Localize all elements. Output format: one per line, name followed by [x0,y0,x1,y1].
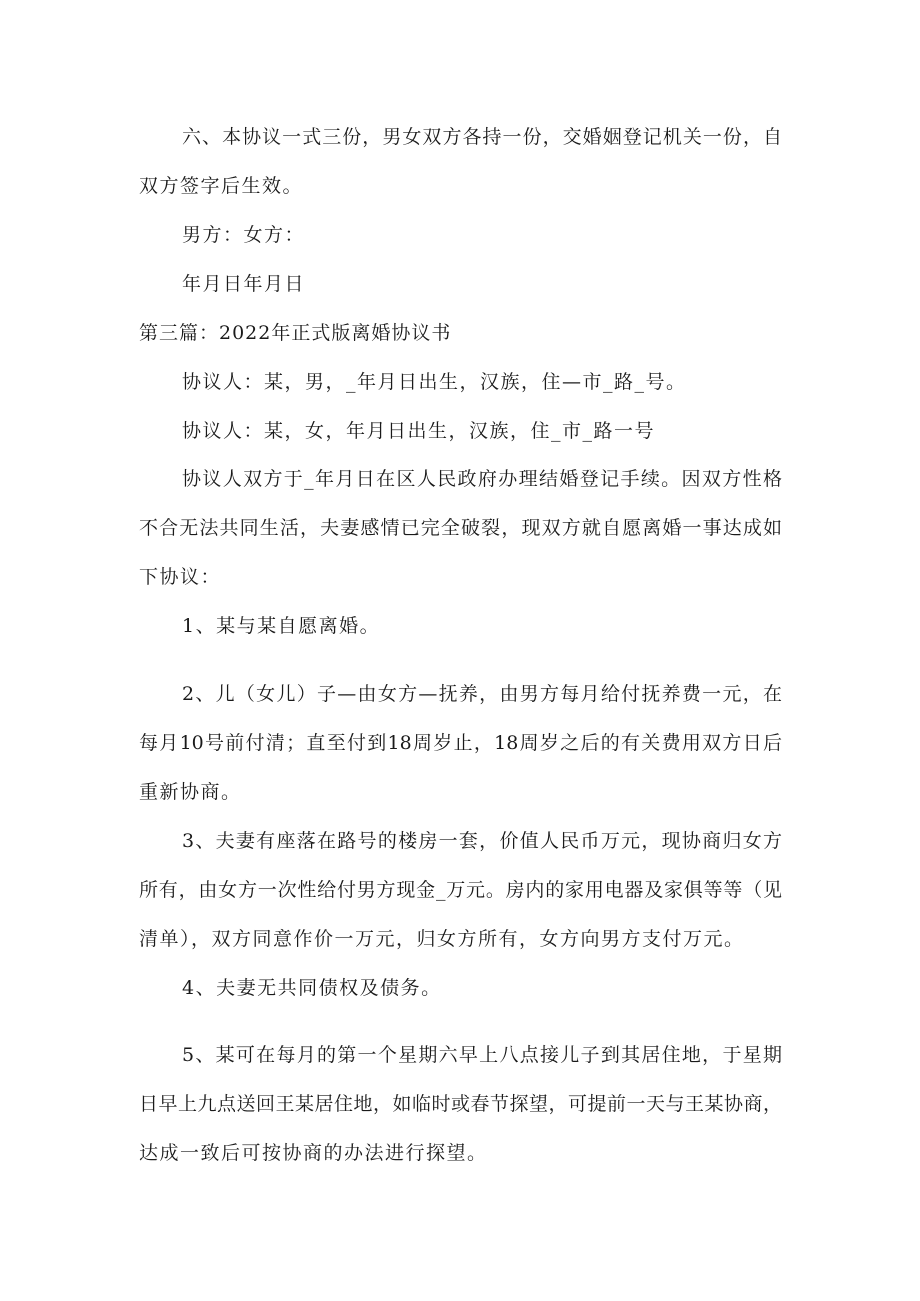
intro-line-1: 协议人双方于_年月日在区人民政府办理结婚登记手续。因双方性格 [182,468,782,490]
party-one: 协议人：某，男，_年月日出生，汉族，住—市_路_号。 [182,371,687,393]
item-three-line-3: 清单），双方同意作价一万元，归女方所有，女方向男方支付万元。 [139,928,745,950]
item-five-line-2: 日早上九点送回王某居住地，如临时或春节探望，可提前一天与王某协商， [139,1093,782,1115]
paragraph-six-line-2: 双方签字后生效。 [139,175,304,197]
item-one: 1、某与某自愿离婚。 [182,615,381,637]
intro-line-2: 不合无法共同生活，夫妻感情已完全破裂，现双方就自愿离婚一事达成如 [139,517,782,539]
paragraph-six-line-1: 六、本协议一式三份，男女双方各持一份，交婚姻登记机关一份，自 [182,126,782,148]
item-five-line-1: 5、某可在每月的第一个星期六早上八点接儿子到其居住地，于星期 [182,1044,782,1066]
item-four: 4、夫妻无共同债权及债务。 [182,977,442,999]
item-two-line-1: 2、儿（女儿）子—由女方—抚养，由男方每月给付抚养费一元，在 [182,683,782,705]
signature-line: 男方：女方： [182,224,306,246]
date-line: 年月日年月日 [182,273,306,295]
item-two-line-2: 每月10号前付清；直至付到18周岁止，18周岁之后的有关费用双方日后 [139,732,782,754]
party-two: 协议人：某，女，年月日出生，汉族，住_市_路一号 [182,420,656,442]
item-three-line-2: 所有，由女方一次性给付男方现金_万元。房内的家用电器及家俱等等（见 [139,879,782,901]
item-two-line-3: 重新协商。 [139,781,242,803]
intro-line-3: 下协议： [139,566,222,588]
item-five-line-3: 达成一致后可按协商的办法进行探望。 [139,1142,488,1164]
section-title: 第三篇：2022年正式版离婚协议书 [139,322,452,344]
item-three-line-1: 3、夫妻有座落在路号的楼房一套，价值人民币万元，现协商归女方 [182,830,782,852]
